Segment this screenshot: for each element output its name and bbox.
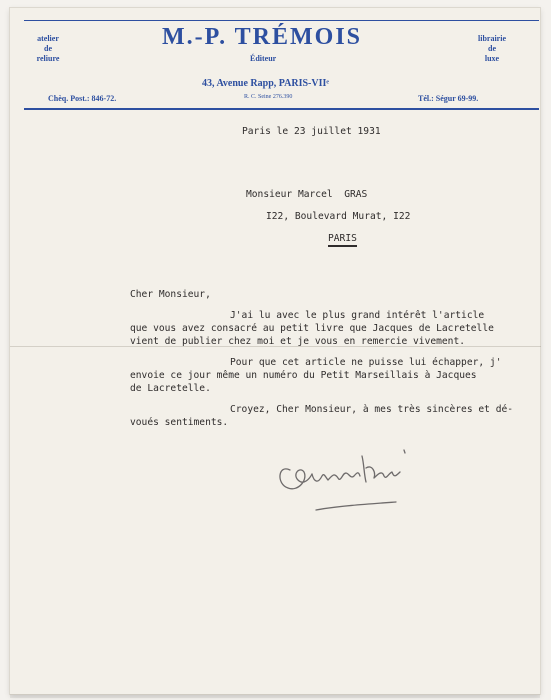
letter-paper — [10, 8, 540, 694]
letterhead-cheque: Chèq. Post.: 846-72. — [48, 94, 117, 103]
letterhead-top-rule — [24, 20, 539, 21]
paragraph-2-line: Pour que cet article ne puisse lui échapper, j' — [230, 357, 502, 368]
left-side-line: de — [44, 44, 52, 53]
editor-label: Éditeur — [250, 54, 277, 63]
letterhead-bottom-rule — [24, 108, 539, 110]
letter-date: Paris le 23 juillet 1931 — [242, 126, 381, 137]
letterhead-address: 43, Avenue Rapp, PARIS-VIIᵉ — [202, 78, 329, 89]
paragraph-3-line: voués sentiments. — [130, 417, 229, 428]
paragraph-2-line: envoie ce jour même un numéro du Petit Marseillais à Jacques — [130, 370, 477, 381]
salutation: Cher Monsieur, — [130, 289, 211, 300]
right-side-line: luxe — [484, 54, 500, 63]
recipient-street: I22, Boulevard Murat, I22 — [266, 211, 411, 222]
letterhead-right-side — [470, 34, 514, 64]
recipient-city: PARIS — [328, 233, 357, 247]
right-side-line: librairie — [478, 34, 506, 43]
paragraph-1-line: vient de publier chez moi et je vous en remercie vivement. — [130, 336, 466, 347]
left-side-line: atelier — [37, 34, 59, 43]
letterhead-tel: Tél.: Ségur 69-99. — [418, 94, 479, 103]
letterhead-rc: R. C. Seine 276.390 — [244, 94, 293, 100]
right-side-line: de — [488, 44, 496, 53]
paragraph-1-line: J'ai lu avec le plus grand intérêt l'article — [230, 310, 485, 321]
paragraph-2-line: de Lacretelle. — [130, 383, 211, 394]
letterhead-left-side — [26, 34, 70, 64]
paragraph-3-line: Croyez, Cher Monsieur, à mes très sincères et dé- — [230, 404, 514, 415]
paper-fold-line — [10, 346, 541, 347]
recipient-name: Monsieur Marcel GRAS — [246, 189, 368, 200]
page-bottom-shadow — [10, 694, 540, 698]
brand-name: M.-P. TRÉMOIS — [162, 24, 363, 50]
handwritten-signature — [268, 434, 428, 514]
paragraph-1-line: que vous avez consacré au petit livre que Jacques de Lacretelle — [130, 323, 494, 334]
left-side-line: reliure — [36, 54, 60, 63]
